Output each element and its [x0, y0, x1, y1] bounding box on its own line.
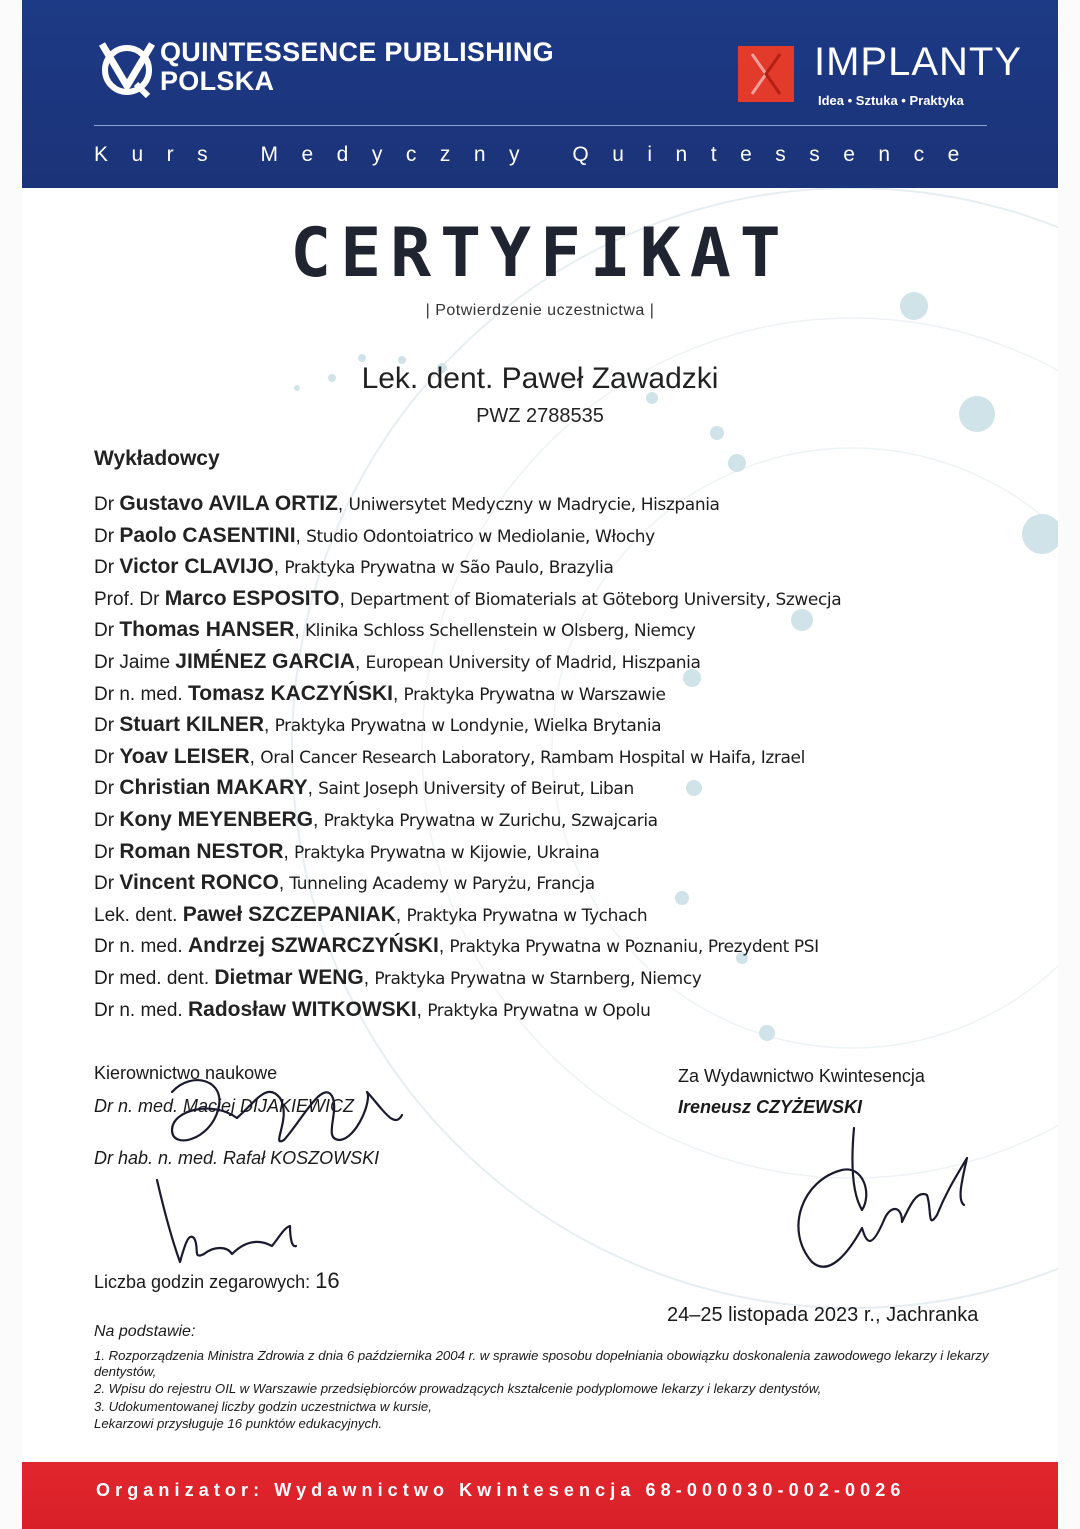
lecturer-name: Andrzej SZWARCZYŃSKI [187, 934, 439, 958]
lecturer-row: Dr n. med. Radosław WITKOWSKI, Praktyka Prywatna w Opolu [94, 997, 651, 1021]
lecturer-name: Kony MEYENBERG [119, 807, 314, 831]
recipient-name: Lek. dent. Paweł Zawadzki [361, 362, 719, 395]
lecturer-affiliation: Klinika Schloss Schellenstein w Olsberg, Niemcy [304, 621, 696, 642]
legal-basis-item: 1. Rozporządzenia Ministra Zdrowia z dnia 6 października 2004 r. w sprawie sposobu dopełniania obowiązku doskonalenia zawodowego lekarzy i lekarzy dentystów, [94, 1348, 989, 1379]
magazine-subtitle: Idea • Sztuka • Praktyka [818, 93, 964, 108]
header-divider [94, 125, 987, 126]
lecturer-affiliation: Praktyka Prywatna w Tychach [406, 905, 648, 926]
lecturer-title: Dr n. med. [94, 936, 183, 958]
publisher-signature-heading: Za Wydawnictwo Kwintesencja [678, 1066, 925, 1086]
lecturer-row: Dr Thomas HANSER, Klinika Schloss Schellenstein w Olsberg, Niemcy [94, 618, 696, 642]
legal-basis-item: 2. Wpisu do rejestru OIL w Warszawie przedsiębiorców prowadzących kształcenie podyplomowe lekarzy i lekarzy dentystów, [94, 1381, 822, 1396]
signatory-czyzewski: Ireneusz CZYŻEWSKI [678, 1097, 863, 1117]
lecturer-name: Christian MAKARY [119, 776, 308, 800]
lecturer-row: Lek. dent. Paweł SZCZEPANIAK, Praktyka Prywatna w Tychach [94, 902, 648, 926]
lecturer-name: JIMÉNEZ GARCIA [175, 649, 355, 673]
signatory-dijakiewicz: Dr n. med. Maciej DIJAKIEWICZ [94, 1096, 355, 1116]
lecturer-title: Dr [94, 809, 115, 831]
lecturer-title: Lek. dent. [94, 904, 178, 926]
lecturer-row: Dr Christian MAKARY, Saint Joseph University of Beirut, Liban [94, 776, 634, 800]
lecturer-row: Dr Vincent RONCO, Tunneling Academy w Paryżu, Francja [94, 871, 595, 895]
lecturer-title: Dr [94, 778, 115, 800]
lecturer-row: Dr Gustavo AVILA ORTIZ, Uniwersytet Medyczny w Madrycie, Hiszpania [94, 492, 720, 515]
lecturer-title: Dr [94, 746, 115, 768]
lecturer-affiliation: Praktyka Prywatna w São Paulo, Brazylia [284, 558, 614, 579]
course-line: Kurs Medyczny Quintessence [94, 143, 983, 166]
lecturer-title: Dr Jaime [94, 651, 171, 673]
lecturer-affiliation: Praktyka Prywatna w Opolu [427, 1000, 651, 1021]
education-points: Lekarzowi przysługuje 16 punktów edukacyjnych. [94, 1416, 383, 1431]
lecturer-name: Roman NESTOR [119, 839, 284, 863]
quintessence-logo-icon [96, 40, 158, 98]
lecturer-title: Dr [94, 557, 115, 579]
footer-organizer: Organizator: Wydawnictwo Kwintesencja 68-000030-002-0026 [96, 1480, 906, 1500]
lecturer-row: Dr Paolo CASENTINI, Studio Odontoiatrico w Mediolanie, Włochy [94, 523, 655, 547]
lecturer-affiliation: Praktyka Prywatna w Zurichu, Szwajcaria [323, 810, 658, 831]
lecturer-row: Dr Yoav LEISER, Oral Cancer Research Laboratory, Rambam Hospital w Haifa, Izrael [94, 744, 805, 768]
lecturer-title: Dr [94, 715, 115, 737]
lecturer-name: Stuart KILNER [119, 713, 265, 737]
lecturer-row: Dr n. med. Tomasz KACZYŃSKI, Praktyka Prywatna w Warszawie [94, 681, 666, 705]
lecturer-title: Dr [94, 620, 115, 642]
certificate-title: CERTYFIKAT [290, 214, 790, 293]
lecturer-row: Dr Victor CLAVIJO, Praktyka Prywatna w São Paulo, Brazylia [94, 555, 614, 579]
lecturer-name: Tomasz KACZYŃSKI [187, 681, 393, 705]
lecturers-list [94, 488, 994, 1025]
hours-value: 16 [315, 1268, 340, 1293]
lecturer-title: Dr [94, 494, 115, 515]
lecturer-name: Yoav LEISER [119, 744, 250, 768]
lecturer-name: Dietmar WENG [214, 965, 364, 989]
lecturer-name: Marco ESPOSITO [164, 586, 340, 610]
certificate-subtitle: | Potwierdzenie uczestnictwa | [425, 302, 655, 319]
lecturer-affiliation: Praktyka Prywatna w Londynie, Wielka Brytania [274, 716, 662, 737]
legal-basis-heading: Na podstawie: [94, 1323, 196, 1340]
lecturer-row: Dr Stuart KILNER, Praktyka Prywatna w Londynie, Wielka Brytania [94, 713, 662, 737]
lecturer-affiliation: Studio Odontoiatrico w Mediolanie, Włochy [306, 526, 655, 547]
lecturer-title: Dr n. med. [94, 999, 183, 1021]
lecturer-affiliation: Tunneling Academy w Paryżu, Francja [289, 874, 595, 895]
lecturer-row: Dr Roman NESTOR, Praktyka Prywatna w Kijowie, Ukraina [94, 839, 600, 863]
hours-label: Liczba godzin zegarowych: [94, 1272, 311, 1292]
lecturer-row: Dr Kony MEYENBERG, Praktyka Prywatna w Zurichu, Szwajcaria [94, 807, 658, 831]
lecturer-name: Paweł SZCZEPANIAK [182, 902, 396, 926]
magazine-title: IMPLANTY [814, 40, 1023, 84]
lecturer-title: Dr med. dent. [94, 967, 210, 989]
lecturers-heading: Wykładowcy [94, 447, 220, 470]
header-band [22, 0, 1058, 188]
recipient-pwz: PWZ 2788535 [476, 405, 604, 427]
hours-count [94, 1268, 340, 1294]
lecturer-affiliation: Oral Cancer Research Laboratory, Rambam Hospital w Haifa, Izrael [260, 747, 805, 768]
lecturer-affiliation: Praktyka Prywatna w Starnberg, Niemcy [374, 968, 702, 989]
lecturer-row: Prof. Dr Marco ESPOSITO, Department of Biomaterials at Göteborg University, Szwecja [94, 586, 842, 610]
lecturer-affiliation: Praktyka Prywatna w Poznaniu, Prezydent PSI [449, 937, 819, 958]
scientific-management-heading: Kierownictwo naukowe [94, 1063, 278, 1083]
lecturer-name: Radosław WITKOWSKI [187, 997, 417, 1021]
implanty-logo-icon [738, 46, 794, 102]
lecturer-row: Dr med. dent. Dietmar WENG, Praktyka Prywatna w Starnberg, Niemcy [94, 965, 702, 989]
lecturer-name: Victor CLAVIJO [119, 555, 274, 579]
lecturer-row: Dr Jaime JIMÉNEZ GARCIA, European University of Madrid, Hiszpania [94, 649, 701, 673]
lecturer-title: Dr [94, 873, 115, 895]
legal-basis-item: 3. Udokumentowanej liczby godzin uczestnictwa w kursie, [94, 1398, 432, 1414]
lecturer-name: Gustavo AVILA ORTIZ [119, 492, 338, 515]
lecturer-affiliation: European University of Madrid, Hiszpania [365, 652, 701, 673]
lecturer-title: Dr [94, 525, 115, 547]
lecturer-affiliation: Uniwersytet Medyczny w Madrycie, Hiszpania [348, 495, 720, 515]
lecturer-affiliation: Department of Biomaterials at Göteborg University, Szwecja [349, 589, 842, 610]
lecturer-title: Dr n. med. [94, 683, 183, 705]
signatory-koszowski: Dr hab. n. med. Rafał KOSZOWSKI [94, 1148, 380, 1168]
lecturer-title: Dr [94, 841, 115, 863]
lecturer-row: Dr n. med. Andrzej SZWARCZYŃSKI, Praktyka Prywatna w Poznaniu, Prezydent PSI [94, 934, 819, 958]
lecturer-name: Thomas HANSER [119, 618, 295, 642]
lecturer-affiliation: Praktyka Prywatna w Kijowie, Ukraina [294, 842, 600, 863]
certificate-page [22, 0, 1058, 1529]
lecturer-affiliation: Praktyka Prywatna w Warszawie [403, 684, 666, 705]
lecturer-title: Prof. Dr [94, 588, 160, 610]
lecturer-affiliation: Saint Joseph University of Beirut, Liban [318, 779, 634, 800]
publisher-name: QUINTESSENCE PUBLISHING POLSKA [160, 37, 554, 96]
lecturer-name: Paolo CASENTINI [119, 523, 296, 547]
legal-basis-list [94, 1348, 1004, 1434]
date-place: 24–25 listopada 2023 r., Jachranka [667, 1304, 979, 1326]
lecturer-name: Vincent RONCO [119, 871, 279, 895]
